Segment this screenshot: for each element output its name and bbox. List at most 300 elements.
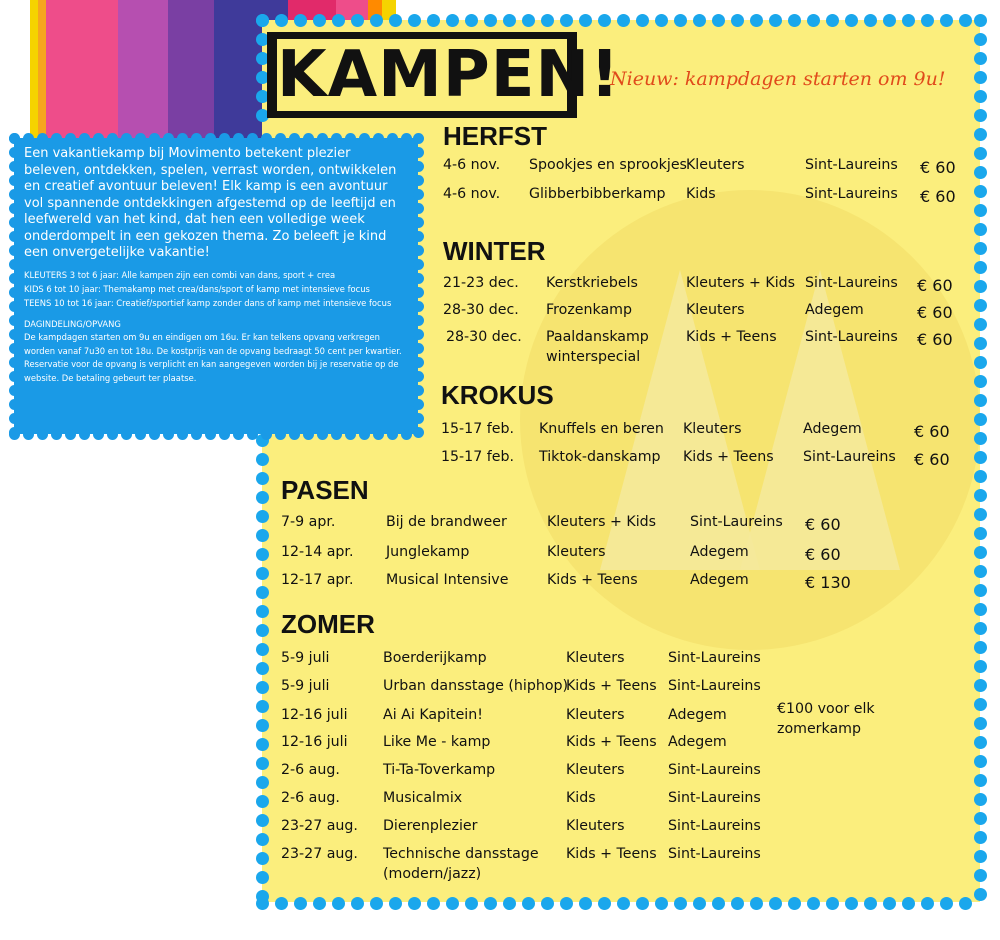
info-border-dot [247, 133, 258, 144]
camp-name: Musicalmix [383, 790, 463, 806]
border-dot [256, 624, 269, 637]
border-dot [974, 812, 987, 825]
info-border-dot [219, 133, 230, 144]
info-border-dot [65, 133, 76, 144]
info-border-dot [9, 175, 20, 186]
border-dot [974, 793, 987, 806]
info-border-dot [413, 287, 424, 298]
border-dot [617, 14, 630, 27]
info-border-dot [9, 371, 20, 382]
info-teens-text: TEENS 10 tot 16 jaar: Creatief/sportief kamp zonder dans of kamp met intensieve focus [24, 297, 392, 308]
camp-place: Sint-Laureins [668, 650, 761, 666]
border-dot [484, 897, 497, 910]
border-dot [974, 413, 987, 426]
info-border-dot [413, 385, 424, 396]
border-dot [465, 14, 478, 27]
border-dot [902, 897, 915, 910]
info-border-dot [23, 133, 34, 144]
info-border-dot [107, 429, 118, 440]
border-dot [313, 897, 326, 910]
info-border-dot [345, 429, 356, 440]
camp-group: Kleuters + Kids [547, 514, 657, 530]
camp-name: Tiktok-danskamp [539, 449, 661, 465]
camp-group: Kleuters [686, 302, 745, 318]
info-border-dot [9, 273, 20, 284]
border-dot [351, 14, 364, 27]
info-border-dot [275, 133, 286, 144]
border-dot [974, 774, 987, 787]
camp-name: Spookjes en sprookjes [529, 157, 687, 173]
camp-price: € 60 [805, 515, 841, 534]
border-dot [256, 795, 269, 808]
border-dot [974, 375, 987, 388]
camp-date: 2-6 aug. [281, 790, 340, 806]
border-dot [370, 897, 383, 910]
border-dot [807, 897, 820, 910]
info-border-dot [261, 429, 272, 440]
border-dot [655, 897, 668, 910]
info-border-dot [413, 259, 424, 270]
camp-group: Kleuters [686, 157, 745, 173]
camp-date: 15-17 feb. [441, 449, 514, 465]
camp-name: Ti-Ta-Toverkamp [383, 762, 496, 778]
info-kleuters-text: KLEUTERS 3 tot 6 jaar: Alle kampen zijn een combi van dans, sport + crea [24, 269, 336, 280]
border-dot [974, 679, 987, 692]
border-dot [921, 14, 934, 27]
info-border-dot [413, 329, 424, 340]
info-border-dot [413, 357, 424, 368]
camp-date: 21-23 dec. [443, 275, 519, 291]
border-dot [974, 698, 987, 711]
border-dot [655, 14, 668, 27]
info-border-dot [191, 133, 202, 144]
info-border-dot [413, 245, 424, 256]
info-border-dot [413, 133, 424, 144]
border-dot [579, 14, 592, 27]
border-dot [974, 622, 987, 635]
border-dot [883, 14, 896, 27]
border-dot [974, 584, 987, 597]
border-dot [974, 432, 987, 445]
info-border-dot [413, 231, 424, 242]
border-dot [826, 14, 839, 27]
border-dot [256, 681, 269, 694]
border-dot [484, 14, 497, 27]
border-dot [408, 14, 421, 27]
border-dot [974, 33, 987, 46]
camp-group: Kids [686, 186, 716, 202]
border-dot [974, 660, 987, 673]
info-border-dot [413, 217, 424, 228]
border-dot [974, 128, 987, 141]
info-border-dot [135, 429, 146, 440]
border-dot [974, 603, 987, 616]
border-dot [256, 738, 269, 751]
info-border-dot [413, 147, 424, 158]
info-border-dot [135, 133, 146, 144]
border-dot [845, 897, 858, 910]
border-dot [332, 897, 345, 910]
camp-group: Kids + Teens [566, 678, 657, 694]
info-border-dot [345, 133, 356, 144]
info-border-dot [247, 429, 258, 440]
info-border-dot [303, 133, 314, 144]
border-dot [974, 261, 987, 274]
info-border-dot [9, 147, 20, 158]
border-dot [974, 90, 987, 103]
info-border-dot [9, 357, 20, 368]
info-border-dot [149, 429, 160, 440]
section-krokus: KROKUS [441, 380, 554, 410]
camp-name: Musical Intensive [386, 572, 509, 588]
section-winter: WINTER [443, 236, 546, 266]
info-border-dot [93, 429, 104, 440]
camp-name-line2: (modern/jazz) [383, 866, 482, 882]
camp-group: Kleuters [683, 421, 742, 437]
camp-price: € 60 [920, 187, 956, 206]
border-dot [256, 814, 269, 827]
border-dot [974, 470, 987, 483]
border-dot [674, 897, 687, 910]
camp-group: Kleuters + Kids [686, 275, 796, 291]
border-dot [864, 14, 877, 27]
border-dot [974, 565, 987, 578]
info-border-dot [79, 429, 90, 440]
border-dot [275, 14, 288, 27]
camp-price: € 60 [917, 276, 953, 295]
camp-date: 5-9 juli [281, 678, 330, 694]
border-dot [693, 14, 706, 27]
camp-name: Ai Ai Kapitein! [383, 707, 483, 723]
info-kleuters [24, 268, 410, 310]
border-dot [974, 850, 987, 863]
info-intro: Een vakantiekamp bij Movimento betekent plezier beleven, ontdekken, spelen, verrast worden, ontwikkelen en creatief avontuur beleven! Elk kamp is een avontuur vol spannende ontdekkingen afgestemd op de leeftijd en leefwereld van het kind, dat hen een volledige week onderdompelt in een gekozen thema. Zo beleeft je kind een onvergetelijke vakantie! [24, 146, 397, 260]
camp-place: Adegem [803, 421, 862, 437]
border-dot [974, 14, 987, 27]
border-dot [465, 897, 478, 910]
border-dot [674, 14, 687, 27]
info-border-dot [9, 287, 20, 298]
camp-name: Glibberbibberkamp [529, 186, 666, 202]
camp-group: Kids + Teens [683, 449, 774, 465]
info-border-dot [413, 413, 424, 424]
border-dot [503, 14, 516, 27]
camp-name: Kerstkriebels [546, 275, 638, 291]
camp-place: Adegem [690, 572, 749, 588]
border-dot [974, 109, 987, 122]
info-border-dot [413, 189, 424, 200]
camp-place: Sint-Laureins [668, 678, 761, 694]
info-border-dot [9, 399, 20, 410]
camp-place: Sint-Laureins [805, 275, 898, 291]
info-border-dot [9, 231, 20, 242]
info-border-dot [121, 133, 132, 144]
border-dot [294, 14, 307, 27]
border-dot [370, 14, 383, 27]
info-border-dot [9, 343, 20, 354]
border-dot [974, 527, 987, 540]
border-dot [845, 14, 858, 27]
info-border-dot [191, 429, 202, 440]
info-border-dot [219, 429, 230, 440]
border-dot [974, 204, 987, 217]
border-dot [974, 242, 987, 255]
info-border-dot [9, 329, 20, 340]
camp-price: € 60 [914, 450, 950, 469]
camp-name: Junglekamp [386, 544, 470, 560]
border-dot [541, 897, 554, 910]
border-dot [256, 510, 269, 523]
camp-name: Frozenkamp [546, 302, 632, 318]
border-dot [974, 755, 987, 768]
info-border-dot [23, 429, 34, 440]
camp-price: € 60 [920, 158, 956, 177]
info-border-dot [9, 385, 20, 396]
border-dot [788, 897, 801, 910]
camp-date: 28-30 dec. [443, 302, 519, 318]
info-border-dot [107, 133, 118, 144]
camp-name-line2: winterspecial [546, 349, 641, 365]
info-border-dot [401, 133, 412, 144]
border-dot [974, 451, 987, 464]
camp-date: 7-9 apr. [281, 514, 336, 530]
border-dot [256, 890, 269, 903]
info-kids-text: KIDS 6 tot 10 jaar: Themakamp met crea/dans/sport of kamp met intensieve focus [24, 283, 370, 294]
border-dot [731, 14, 744, 27]
camp-date: 5-9 juli [281, 650, 330, 666]
info-border-dot [373, 133, 384, 144]
camp-group: Kids + Teens [566, 846, 657, 862]
camp-name: Knuffels en beren [539, 421, 664, 437]
border-dot [541, 14, 554, 27]
border-dot [256, 700, 269, 713]
info-border-dot [9, 315, 20, 326]
camp-place: Sint-Laureins [803, 449, 896, 465]
info-border-dot [317, 133, 328, 144]
info-border-dot [163, 429, 174, 440]
camp-date: 12-16 juli [281, 707, 348, 723]
info-border-dot [93, 133, 104, 144]
border-dot [579, 897, 592, 910]
camp-place: Sint-Laureins [668, 762, 761, 778]
camp-price: € 60 [917, 303, 953, 322]
info-border-dot [37, 429, 48, 440]
info-box [14, 138, 418, 434]
info-opvang-title: DAGINDELING/OPVANG [24, 318, 121, 329]
camp-name: Like Me - kamp [383, 734, 491, 750]
info-border-dot [37, 133, 48, 144]
info-border-dot [9, 203, 20, 214]
border-dot [974, 147, 987, 160]
border-dot [560, 897, 573, 910]
camp-group: Kids + Teens [547, 572, 638, 588]
info-border-dot [261, 133, 272, 144]
border-dot [294, 897, 307, 910]
info-border-dot [387, 133, 398, 144]
border-dot [446, 897, 459, 910]
border-dot [256, 643, 269, 656]
camp-date: 28-30 dec. [446, 329, 522, 345]
border-dot [598, 897, 611, 910]
border-dot [408, 897, 421, 910]
info-border-dot [9, 413, 20, 424]
border-dot [256, 719, 269, 732]
info-border-dot [413, 343, 424, 354]
border-dot [974, 717, 987, 730]
info-border-dot [359, 429, 370, 440]
border-dot [427, 14, 440, 27]
info-border-dot [177, 429, 188, 440]
zomer-note-line-2: zomerkamp [777, 721, 861, 737]
border-dot [974, 185, 987, 198]
camp-group: Kleuters [547, 544, 606, 560]
info-border-dot [413, 315, 424, 326]
border-dot [974, 831, 987, 844]
border-dot [974, 318, 987, 331]
border-dot [974, 52, 987, 65]
info-border-dot [149, 133, 160, 144]
border-dot [974, 356, 987, 369]
border-dot [275, 897, 288, 910]
camp-group: Kids + Teens [686, 329, 777, 345]
camp-price: € 130 [805, 573, 851, 592]
border-dot [769, 14, 782, 27]
border-dot [974, 299, 987, 312]
camp-name: Bij de brandweer [386, 514, 507, 530]
border-dot [974, 546, 987, 559]
info-border-dot [233, 429, 244, 440]
info-border-dot [205, 133, 216, 144]
border-dot [256, 662, 269, 675]
info-border-dot [413, 371, 424, 382]
border-dot [427, 897, 440, 910]
info-border-dot [9, 161, 20, 172]
camp-place: Sint-Laureins [668, 818, 761, 834]
border-dot [598, 14, 611, 27]
border-dot [959, 897, 972, 910]
info-border-dot [413, 273, 424, 284]
border-dot [974, 280, 987, 293]
camp-date: 12-17 apr. [281, 572, 354, 588]
info-border-dot [289, 429, 300, 440]
border-dot [712, 14, 725, 27]
border-dot [750, 14, 763, 27]
border-dot [959, 14, 972, 27]
border-dot [636, 897, 649, 910]
border-dot [313, 14, 326, 27]
border-dot [974, 489, 987, 502]
info-border-dot [413, 427, 424, 438]
camp-group: Kleuters [566, 818, 625, 834]
info-opvang [24, 318, 410, 386]
border-dot [974, 71, 987, 84]
border-dot [902, 14, 915, 27]
border-dot [389, 897, 402, 910]
border-dot [522, 897, 535, 910]
tagline: Nieuw: kampdagen starten om 9u! [610, 68, 946, 90]
border-dot [769, 897, 782, 910]
camp-place: Adegem [805, 302, 864, 318]
section-pasen: PASEN [281, 475, 369, 505]
camp-place: Sint-Laureins [805, 157, 898, 173]
border-dot [256, 491, 269, 504]
border-dot [256, 548, 269, 561]
border-dot [256, 757, 269, 770]
border-dot [522, 14, 535, 27]
info-border-dot [289, 133, 300, 144]
border-dot [256, 14, 269, 27]
info-border-dot [163, 133, 174, 144]
info-border-dot [413, 399, 424, 410]
border-dot [617, 897, 630, 910]
border-dot [974, 736, 987, 749]
info-border-dot [9, 133, 20, 144]
border-dot [446, 14, 459, 27]
info-border-dot [9, 245, 20, 256]
border-dot [256, 833, 269, 846]
border-dot [256, 586, 269, 599]
border-dot [256, 567, 269, 580]
border-dot [826, 897, 839, 910]
border-dot [750, 897, 763, 910]
border-dot [788, 14, 801, 27]
camp-place: Sint-Laureins [805, 329, 898, 345]
info-border-dot [233, 133, 244, 144]
camp-price: € 60 [914, 422, 950, 441]
camp-place: Adegem [690, 544, 749, 560]
camp-date: 15-17 feb. [441, 421, 514, 437]
info-border-dot [121, 429, 132, 440]
border-dot [883, 897, 896, 910]
camp-group: Kleuters [566, 707, 625, 723]
border-dot [256, 852, 269, 865]
camp-place: Adegem [668, 707, 727, 723]
info-border-dot [177, 133, 188, 144]
border-dot [256, 871, 269, 884]
camp-name: Boerderijkamp [383, 650, 487, 666]
info-border-dot [79, 133, 90, 144]
border-dot [974, 508, 987, 521]
info-border-dot [401, 429, 412, 440]
info-border-dot [387, 429, 398, 440]
border-dot [974, 337, 987, 350]
border-dot [256, 605, 269, 618]
border-dot [921, 897, 934, 910]
info-border-dot [9, 217, 20, 228]
border-dot [974, 641, 987, 654]
border-dot [940, 14, 953, 27]
camp-group: Kleuters [566, 650, 625, 666]
info-border-dot [65, 429, 76, 440]
border-dot [712, 897, 725, 910]
info-border-dot [275, 429, 286, 440]
camp-name: Technische dansstage [383, 846, 539, 862]
camp-name: Urban dansstage (hiphop) [383, 678, 569, 694]
border-dot [332, 14, 345, 27]
camp-date: 4-6 nov. [443, 186, 501, 202]
info-border-dot [413, 175, 424, 186]
border-dot [503, 897, 516, 910]
camp-group: Kleuters [566, 762, 625, 778]
camp-place: Sint-Laureins [690, 514, 783, 530]
camp-group: Kids + Teens [566, 734, 657, 750]
info-border-dot [51, 133, 62, 144]
camp-name: Paaldanskamp [546, 329, 649, 345]
border-dot [256, 453, 269, 466]
info-border-dot [303, 429, 314, 440]
border-dot [864, 897, 877, 910]
border-dot [256, 529, 269, 542]
